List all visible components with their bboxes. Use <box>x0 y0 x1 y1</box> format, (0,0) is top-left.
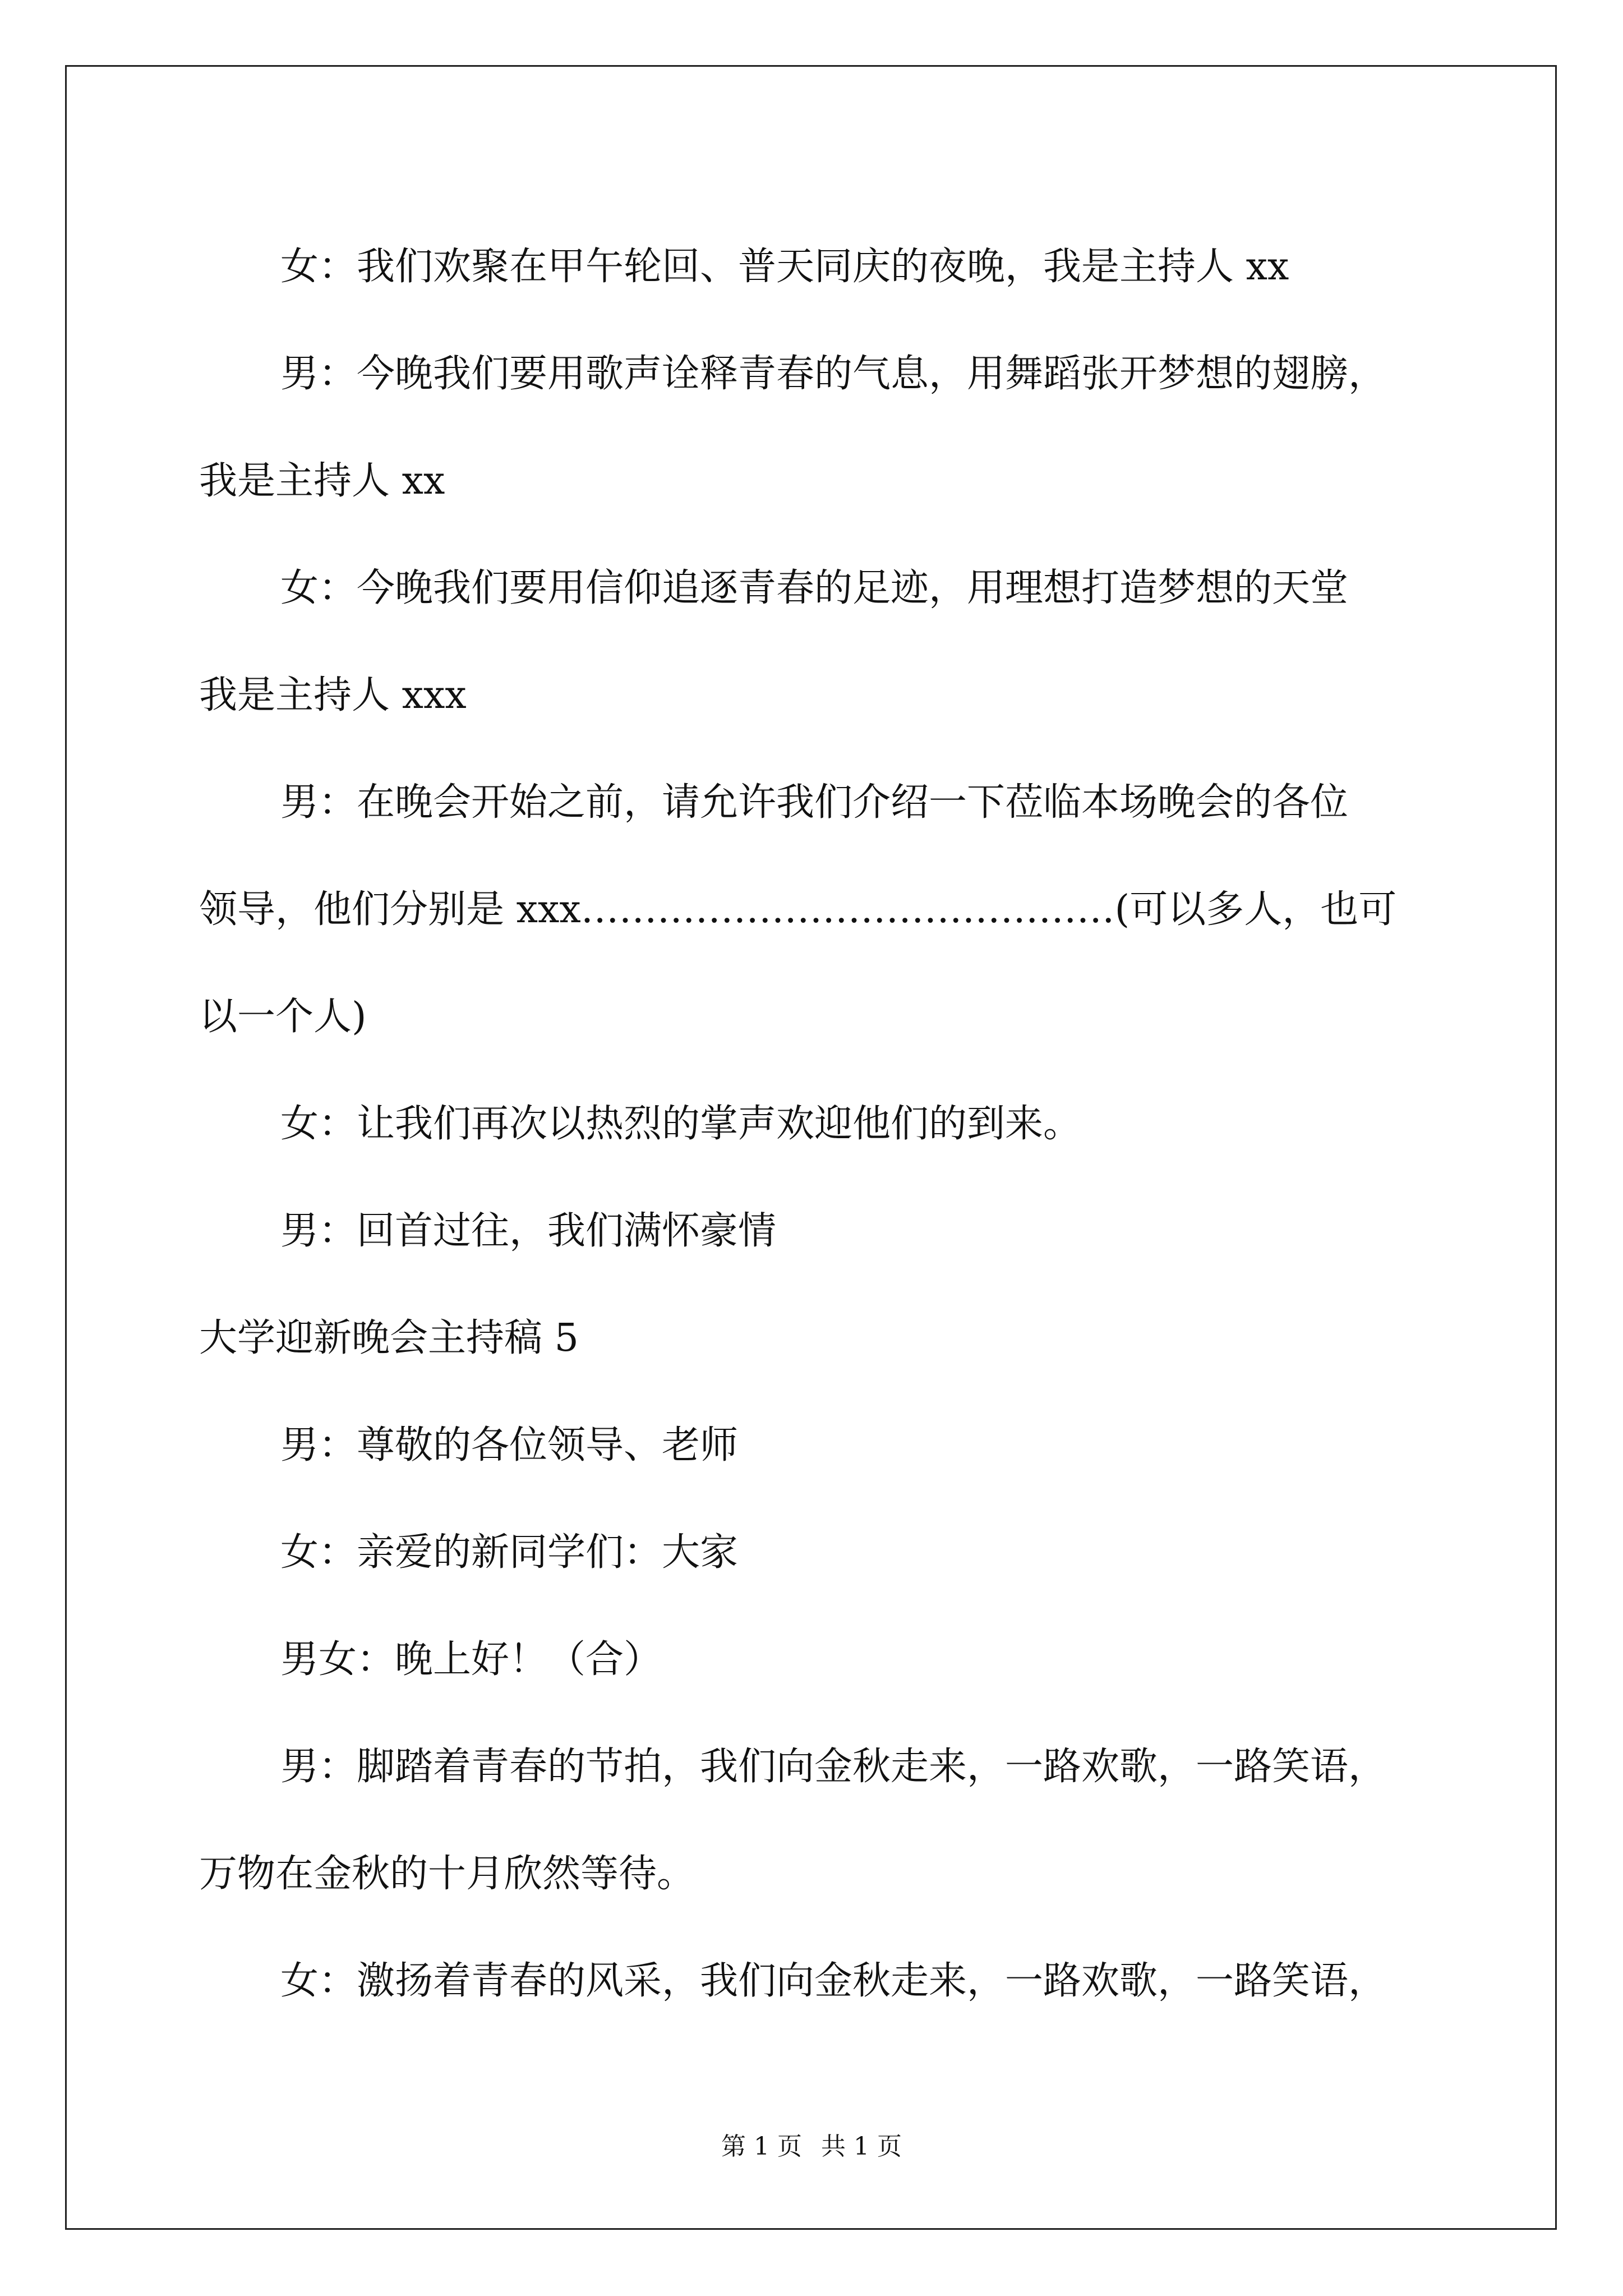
paragraph-line: 男：在晚会开始之前，请允许我们介绍一下莅临本场晚会的各位 <box>280 780 1349 825</box>
paragraph-line: 男：今晚我们要用歌声诠释青春的气息，用舞蹈张开梦想的翅膀， <box>280 352 1387 396</box>
paragraph-line: 男：回首过往，我们满怀豪情 <box>280 1209 777 1253</box>
paragraph-line: 领导，他们分别是 xxx……………………………………(可以多人，也可 <box>199 887 1397 932</box>
page-total: 共 1 页 <box>821 2132 902 2161</box>
paragraph-line: 我是主持人 xxx <box>199 673 467 717</box>
paragraph-line: 以一个人) <box>199 995 367 1039</box>
document-body <box>199 213 1433 2035</box>
page-footer <box>0 2126 1623 2162</box>
paragraph-line: 男：尊敬的各位领导、老师 <box>280 1423 739 1467</box>
paragraph-line: 我是主持人 xx <box>199 459 445 503</box>
paragraph-line: 万物在金秋的十月欣然等待。 <box>199 1852 695 1896</box>
section-title: 大学迎新晚会主持稿 5 <box>199 1316 579 1360</box>
paragraph-line: 女：亲爱的新同学们：大家 <box>280 1530 739 1575</box>
paragraph-line: 女：我们欢聚在甲午轮回、普天同庆的夜晚，我是主持人 xx <box>280 245 1289 289</box>
paragraph-line: 女：让我们再次以热烈的掌声欢迎他们的到来。 <box>280 1102 1082 1146</box>
paragraph-line: 男：脚踏着青春的节拍，我们向金秋走来，一路欢歌，一路笑语， <box>280 1745 1387 1789</box>
paragraph-line: 女：今晚我们要用信仰追逐青春的足迹，用理想打造梦想的天堂 <box>280 566 1349 610</box>
page-number: 第 1 页 <box>721 2132 802 2161</box>
paragraph-line: 女：激扬着青春的风采，我们向金秋走来，一路欢歌，一路笑语， <box>280 1959 1387 2003</box>
paragraph-line: 男女：晚上好！（合） <box>280 1637 662 1682</box>
